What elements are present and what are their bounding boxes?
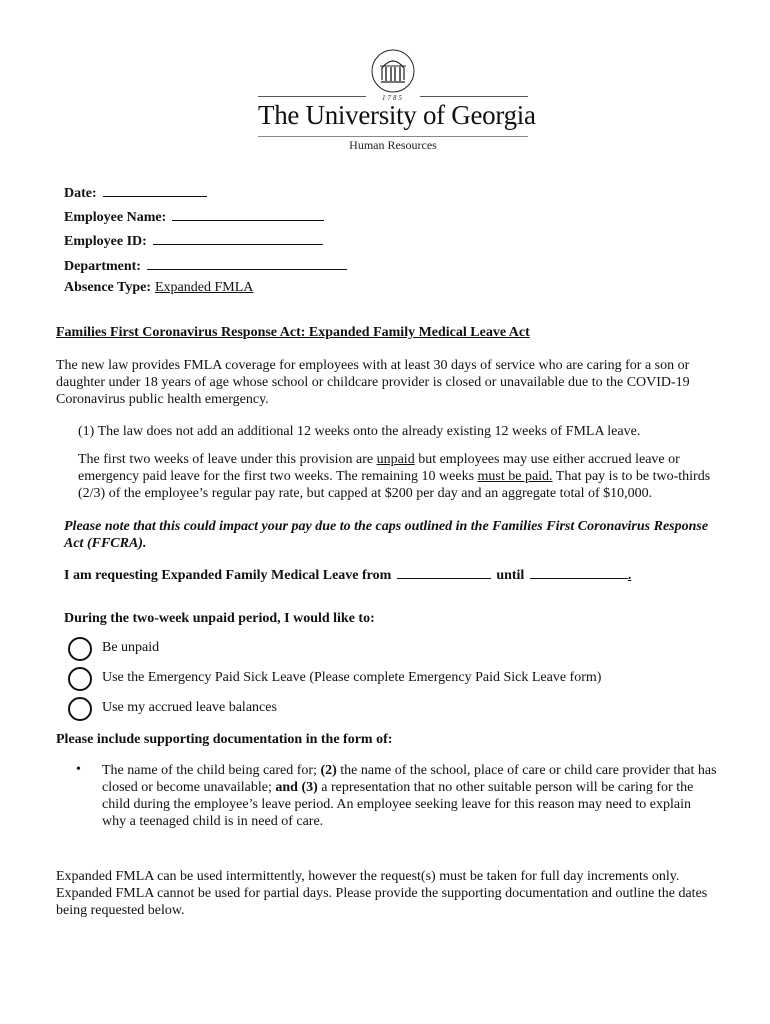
logo-rule-left <box>258 96 366 97</box>
radio-emergency-sick-leave[interactable] <box>68 667 92 691</box>
doc-num-2: (2) <box>320 763 337 778</box>
doc-text-1: The name of the child being cared for; <box>102 763 321 778</box>
employee-id-label: Employee ID: <box>64 234 147 249</box>
option-label: Use the Emergency Paid Sick Leave (Please complete Emergency Paid Sick Leave form) <box>102 670 602 685</box>
doc-text-2: the name of the school, place of care or child care provider that has closed or become unavailable; <box>102 763 717 795</box>
date-label: Date: <box>64 186 97 201</box>
employee-name-label: Employee Name: <box>64 210 167 225</box>
logo-underline <box>258 136 528 137</box>
documentation-item <box>102 762 718 830</box>
documentation-heading: Please include supporting documentation in the form of: <box>56 732 393 747</box>
request-line <box>64 565 724 584</box>
absence-type-label: Absence Type: <box>64 280 151 295</box>
pay-text-2: but employees may use either accrued leave or emergency paid leave for the first two weeks. The remaining 10 weeks <box>78 452 680 484</box>
request-end-period: . <box>627 568 632 583</box>
bullet-icon: • <box>76 762 81 777</box>
pay-impact-note: Please note that this could impact your pay due to the caps outlined in the Families First Coronavirus Response Act (FFCRA). <box>64 519 709 551</box>
leave-end-input-line[interactable] <box>530 565 628 579</box>
department-field <box>64 256 347 275</box>
employee-id-field <box>64 231 323 250</box>
intro-paragraph: The new law provides FMLA coverage for employees with at least 30 days of service who are caring for a son or daughter under 18 years of age whose school or childcare provider is closed or unavailable due to the COVID-19 Coronavirus public health emergency. <box>56 358 690 407</box>
pay-must-be-paid: must be paid. <box>477 469 553 484</box>
pay-unpaid: unpaid <box>376 452 415 467</box>
leave-start-input-line[interactable] <box>397 565 491 579</box>
date-field <box>64 183 207 202</box>
option-label: Use my accrued leave balances <box>102 700 277 715</box>
absence-type-field <box>64 280 253 296</box>
employee-id-input-line[interactable] <box>153 231 323 245</box>
request-from-text: I am requesting Expanded Family Medical Leave from <box>64 568 392 583</box>
options-heading: During the two-week unpaid period, I would like to: <box>64 611 375 626</box>
doc-text-3: a representation that no other suitable person will be caring for the child during the employee’s leave period. An employee seeking leave for this reason may need to explain why a teenaged child is in need of care. <box>102 780 694 829</box>
act-heading: Families First Coronavirus Response Act: Expanded Family Medical Leave Act <box>56 325 530 340</box>
point-one: (1) The law does not add an additional 12 weeks onto the already existing 12 weeks of FMLA leave. <box>78 424 641 439</box>
department-input-line[interactable] <box>147 256 347 270</box>
founding-year: 1785 <box>382 94 404 102</box>
arch-seal-icon <box>370 48 416 94</box>
employee-name-input-line[interactable] <box>172 207 324 221</box>
radio-be-unpaid[interactable] <box>68 637 92 661</box>
pay-text-3: That pay is to be two-thirds (2/3) of the employee’s regular pay rate, but capped at $200 per day and an aggregate total of $10,000. <box>78 469 711 501</box>
university-logo <box>258 44 536 154</box>
department-name: Human Resources <box>349 138 437 152</box>
date-input-line[interactable] <box>103 183 207 197</box>
pay-paragraph <box>78 451 718 502</box>
doc-num-3: and (3) <box>275 780 318 795</box>
logo-rule-right <box>420 96 528 97</box>
pay-text-1: The first two weeks of leave under this provision are <box>78 452 377 467</box>
request-until-text: until <box>496 568 525 583</box>
option-label: Be unpaid <box>102 640 160 655</box>
radio-accrued-leave[interactable] <box>68 697 92 721</box>
employee-name-field <box>64 207 324 226</box>
university-name: The University of Georgia <box>258 100 536 130</box>
intermittent-use-paragraph: Expanded FMLA can be used intermittently, however the request(s) must be taken for full day increments only. Expanded FMLA cannot be used for partial days. Please provide the supporting documentation and outline the dates being requested below. <box>56 869 708 918</box>
absence-type-value: Expanded FMLA <box>154 280 254 295</box>
department-label: Department: <box>64 259 141 274</box>
